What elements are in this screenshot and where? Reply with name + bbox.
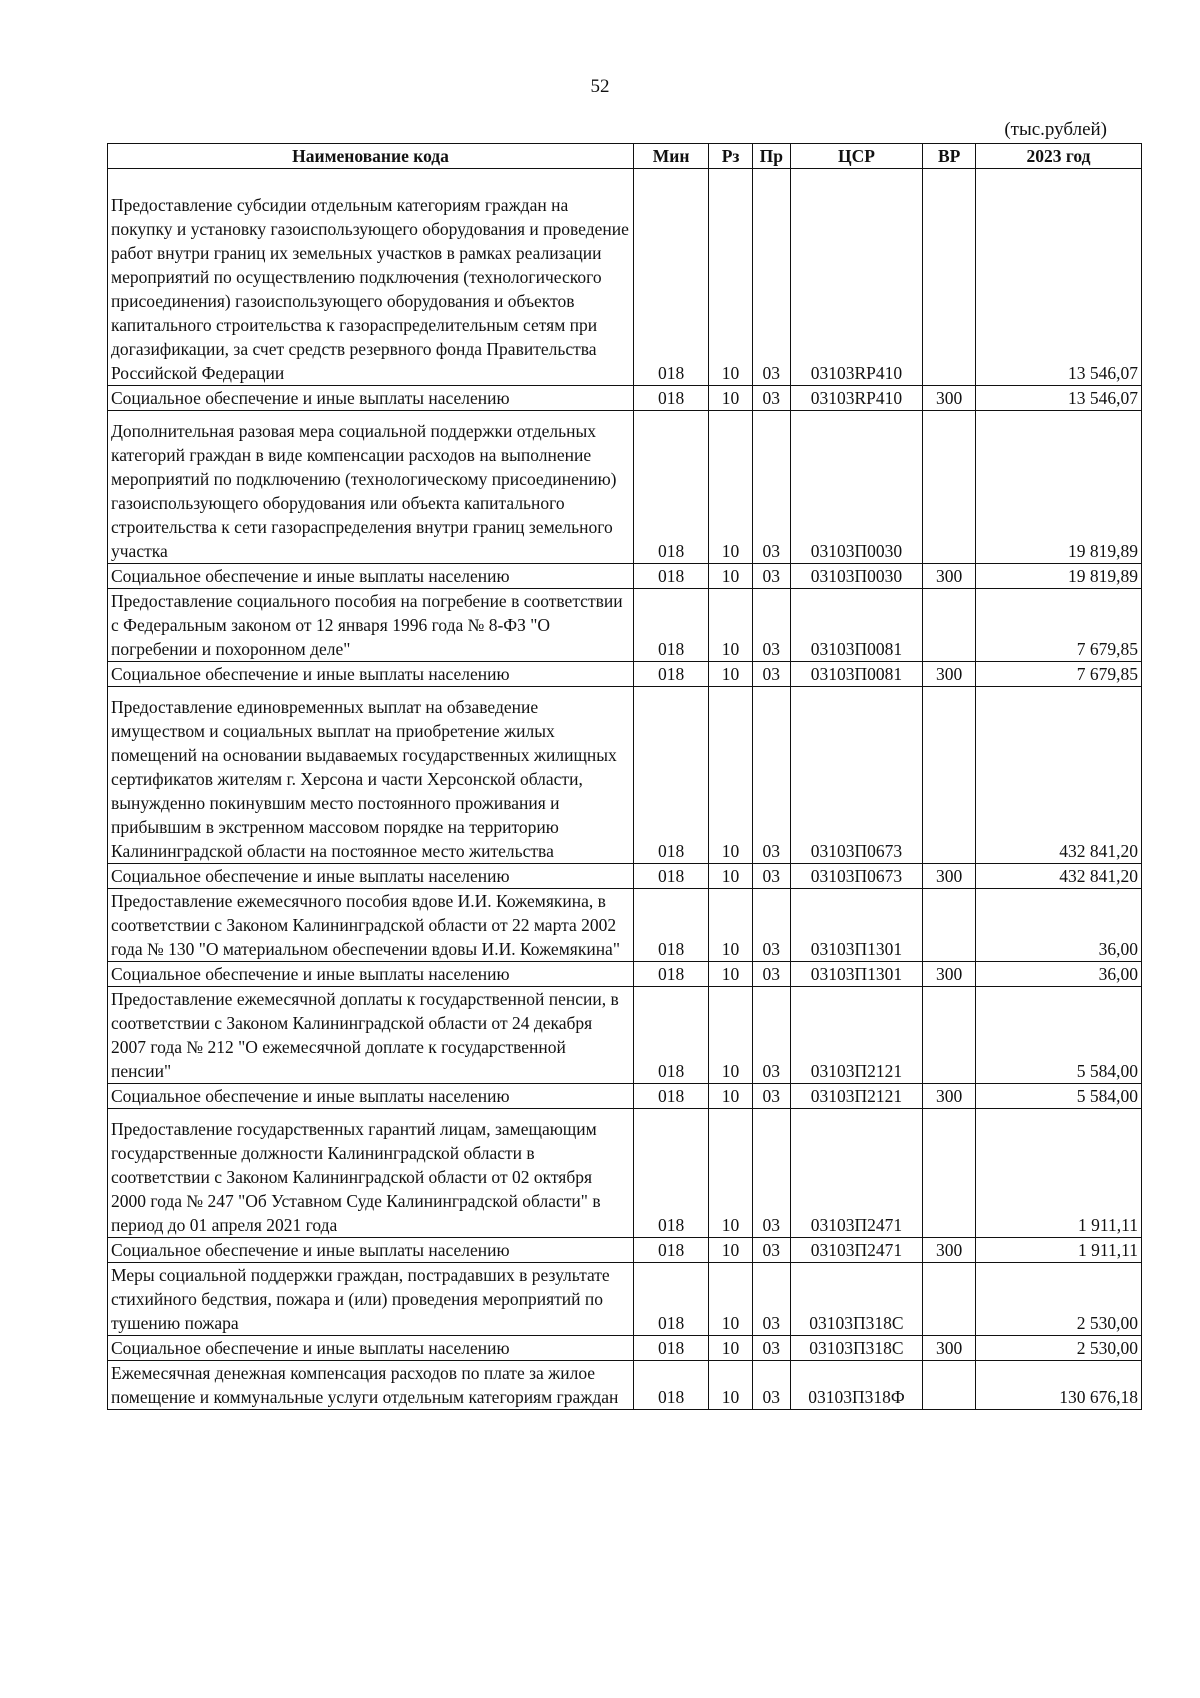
cell-amount: 2 530,00	[975, 1263, 1141, 1336]
cell-name: Дополнительная разовая мера социальной поддержки отдельных категорий граждан в виде компенсации расходов на выполнение мероприятий по подключению (технологическому присоединению) газоиспользующего оборудования или объекта капитального строительства к сети газораспределения внутри границ земельного участка	[108, 411, 634, 564]
cell-amount: 2 530,00	[975, 1336, 1141, 1361]
cell-pr: 03	[753, 411, 791, 564]
cell-vr	[923, 687, 976, 864]
cell-min: 018	[634, 962, 709, 987]
cell-vr: 300	[923, 864, 976, 889]
table-row-subitem	[108, 864, 1142, 889]
table-row-subitem	[108, 662, 1142, 687]
table-row-subitem	[108, 386, 1142, 411]
cell-vr	[923, 589, 976, 662]
cell-pr: 03	[753, 169, 791, 386]
cell-rz: 10	[709, 889, 753, 962]
table-row-subitem	[108, 1336, 1142, 1361]
cell-pr: 03	[753, 889, 791, 962]
header-year: 2023 год	[975, 144, 1141, 169]
cell-min: 018	[634, 1361, 709, 1410]
cell-pr: 03	[753, 864, 791, 889]
cell-vr	[923, 1361, 976, 1410]
table-row-subitem	[108, 962, 1142, 987]
cell-csr: 03103П2471	[790, 1109, 923, 1238]
cell-csr: 03103П2471	[790, 1238, 923, 1263]
cell-min: 018	[634, 1263, 709, 1336]
cell-pr: 03	[753, 1336, 791, 1361]
cell-rz: 10	[709, 564, 753, 589]
cell-csr: 03103П0030	[790, 411, 923, 564]
cell-pr: 03	[753, 1084, 791, 1109]
header-row	[108, 144, 1142, 169]
table-row-subitem	[108, 1238, 1142, 1263]
cell-rz: 10	[709, 589, 753, 662]
table-row-item	[108, 987, 1142, 1084]
cell-vr: 300	[923, 1238, 976, 1263]
cell-rz: 10	[709, 864, 753, 889]
cell-vr	[923, 1109, 976, 1238]
cell-csr: 03103П0030	[790, 564, 923, 589]
header-pr: Пр	[753, 144, 791, 169]
cell-rz: 10	[709, 1109, 753, 1238]
cell-amount: 7 679,85	[975, 662, 1141, 687]
cell-min: 018	[634, 987, 709, 1084]
cell-vr	[923, 889, 976, 962]
header-rz: Рз	[709, 144, 753, 169]
cell-vr: 300	[923, 962, 976, 987]
cell-csr: 03103П2121	[790, 987, 923, 1084]
table-row-item	[108, 1109, 1142, 1238]
cell-amount: 7 679,85	[975, 589, 1141, 662]
table-row-item	[108, 589, 1142, 662]
header-vr: ВР	[923, 144, 976, 169]
cell-vr	[923, 169, 976, 386]
table-row-item	[108, 687, 1142, 864]
cell-csr: 03103П0081	[790, 589, 923, 662]
cell-min: 018	[634, 1084, 709, 1109]
table-row-subitem	[108, 564, 1142, 589]
table-row-item	[108, 411, 1142, 564]
cell-min: 018	[634, 687, 709, 864]
cell-name: Предоставление единовременных выплат на обзаведение имуществом и социальных выплат на приобретение жилых помещений на основании выдаваемых государственных жилищных сертификатов жителям г. Херсона и части Херсонской области, вынужденно покинувшим место постоянного проживания и прибывшим в экстренном массовом порядке на территорию Калининградской области на постоянное место жительства	[108, 687, 634, 864]
units-label: (тыс.рублей)	[1004, 119, 1107, 140]
cell-name: Предоставление ежемесячного пособия вдове И.И. Кожемякина, в соответствии с Законом Калининградской области от 22 марта 2002 года № 130 "О материальном обеспечении вдовы И.И. Кожемякина"	[108, 889, 634, 962]
cell-min: 018	[634, 864, 709, 889]
cell-min: 018	[634, 889, 709, 962]
cell-name: Социальное обеспечение и иные выплаты населению	[108, 1336, 634, 1361]
header-min: Мин	[634, 144, 709, 169]
cell-name: Предоставление государственных гарантий лицам, замещающим государственные должности Калининградской области в соответствии с Законом Калининградской области от 02 октября 2000 года № 247 "Об Уставном Суде Калининградской области" в период до 01 апреля 2021 года	[108, 1109, 634, 1238]
cell-rz: 10	[709, 169, 753, 386]
cell-csr: 03103П318С	[790, 1263, 923, 1336]
cell-amount: 432 841,20	[975, 687, 1141, 864]
cell-name: Меры социальной поддержки граждан, пострадавших в результате стихийного бедствия, пожара и (или) проведения мероприятий по тушению пожара	[108, 1263, 634, 1336]
cell-vr	[923, 411, 976, 564]
cell-rz: 10	[709, 386, 753, 411]
page-number: 52	[590, 76, 610, 97]
cell-rz: 10	[709, 987, 753, 1084]
table-row-item	[108, 1361, 1142, 1410]
cell-min: 018	[634, 411, 709, 564]
table-row-item	[108, 1263, 1142, 1336]
cell-min: 018	[634, 169, 709, 386]
header-csr: ЦСР	[790, 144, 923, 169]
cell-min: 018	[634, 1109, 709, 1238]
cell-min: 018	[634, 1238, 709, 1263]
cell-amount: 1 911,11	[975, 1109, 1141, 1238]
cell-name: Социальное обеспечение и иные выплаты населению	[108, 1238, 634, 1263]
cell-amount: 13 546,07	[975, 386, 1141, 411]
cell-amount: 13 546,07	[975, 169, 1141, 386]
cell-pr: 03	[753, 1361, 791, 1410]
cell-pr: 03	[753, 662, 791, 687]
cell-pr: 03	[753, 1238, 791, 1263]
budget-table	[107, 143, 1142, 1410]
cell-pr: 03	[753, 589, 791, 662]
cell-pr: 03	[753, 1263, 791, 1336]
cell-min: 018	[634, 589, 709, 662]
cell-pr: 03	[753, 687, 791, 864]
table-row-subitem	[108, 1084, 1142, 1109]
cell-name: Социальное обеспечение и иные выплаты населению	[108, 564, 634, 589]
cell-rz: 10	[709, 1238, 753, 1263]
cell-csr: 03103П318С	[790, 1336, 923, 1361]
cell-csr: 03103RP410	[790, 386, 923, 411]
cell-amount: 1 911,11	[975, 1238, 1141, 1263]
cell-min: 018	[634, 1336, 709, 1361]
cell-name: Предоставление социального пособия на погребение в соответствии с Федеральным законом от 12 января 1996 года № 8-ФЗ "О погребении и похоронном деле"	[108, 589, 634, 662]
cell-rz: 10	[709, 1263, 753, 1336]
cell-amount: 5 584,00	[975, 1084, 1141, 1109]
cell-pr: 03	[753, 987, 791, 1084]
cell-amount: 130 676,18	[975, 1361, 1141, 1410]
cell-rz: 10	[709, 1336, 753, 1361]
cell-pr: 03	[753, 962, 791, 987]
cell-name: Предоставление субсидии отдельным категориям граждан на покупку и установку газоиспользующего оборудования и проведение работ внутри границ их земельных участков в рамках реализации мероприятий по осуществлению подключения (технологического присоединения) газоиспользующего оборудования и объектов капитального строительства к газораспределительным сетям при догазификации, за счет средств резервного фонда Правительства Российской Федерации	[108, 169, 634, 386]
header-name: Наименование кода	[108, 144, 634, 169]
cell-amount: 36,00	[975, 962, 1141, 987]
cell-name: Ежемесячная денежная компенсация расходов по плате за жилое помещение и коммунальные услуги отдельным категориям граждан	[108, 1361, 634, 1410]
cell-name: Социальное обеспечение и иные выплаты населению	[108, 1084, 634, 1109]
cell-rz: 10	[709, 962, 753, 987]
cell-pr: 03	[753, 564, 791, 589]
cell-csr: 03103П0673	[790, 687, 923, 864]
cell-rz: 10	[709, 662, 753, 687]
cell-csr: 03103П2121	[790, 1084, 923, 1109]
cell-min: 018	[634, 564, 709, 589]
cell-name: Социальное обеспечение и иные выплаты населению	[108, 864, 634, 889]
cell-rz: 10	[709, 1361, 753, 1410]
cell-min: 018	[634, 662, 709, 687]
cell-csr: 03103П1301	[790, 889, 923, 962]
table-row-item	[108, 169, 1142, 386]
table-row-item	[108, 889, 1142, 962]
cell-rz: 10	[709, 411, 753, 564]
cell-name: Предоставление ежемесячной доплаты к государственной пенсии, в соответствии с Законом Калининградской области от 24 декабря 2007 года № 212 "О ежемесячной доплате к государственной пенсии"	[108, 987, 634, 1084]
cell-vr: 300	[923, 1084, 976, 1109]
cell-name: Социальное обеспечение и иные выплаты населению	[108, 386, 634, 411]
cell-csr: 03103П1301	[790, 962, 923, 987]
cell-vr: 300	[923, 386, 976, 411]
cell-name: Социальное обеспечение и иные выплаты населению	[108, 662, 634, 687]
cell-csr: 03103П0081	[790, 662, 923, 687]
cell-rz: 10	[709, 1084, 753, 1109]
cell-csr: 03103RP410	[790, 169, 923, 386]
cell-amount: 19 819,89	[975, 411, 1141, 564]
cell-csr: 03103П0673	[790, 864, 923, 889]
cell-amount: 5 584,00	[975, 987, 1141, 1084]
cell-rz: 10	[709, 687, 753, 864]
cell-amount: 432 841,20	[975, 864, 1141, 889]
cell-vr	[923, 987, 976, 1084]
cell-vr: 300	[923, 662, 976, 687]
cell-name: Социальное обеспечение и иные выплаты населению	[108, 962, 634, 987]
cell-min: 018	[634, 386, 709, 411]
cell-vr	[923, 1263, 976, 1336]
cell-csr: 03103П318Ф	[790, 1361, 923, 1410]
cell-pr: 03	[753, 386, 791, 411]
cell-vr: 300	[923, 564, 976, 589]
cell-amount: 36,00	[975, 889, 1141, 962]
cell-amount: 19 819,89	[975, 564, 1141, 589]
cell-pr: 03	[753, 1109, 791, 1238]
cell-vr: 300	[923, 1336, 976, 1361]
